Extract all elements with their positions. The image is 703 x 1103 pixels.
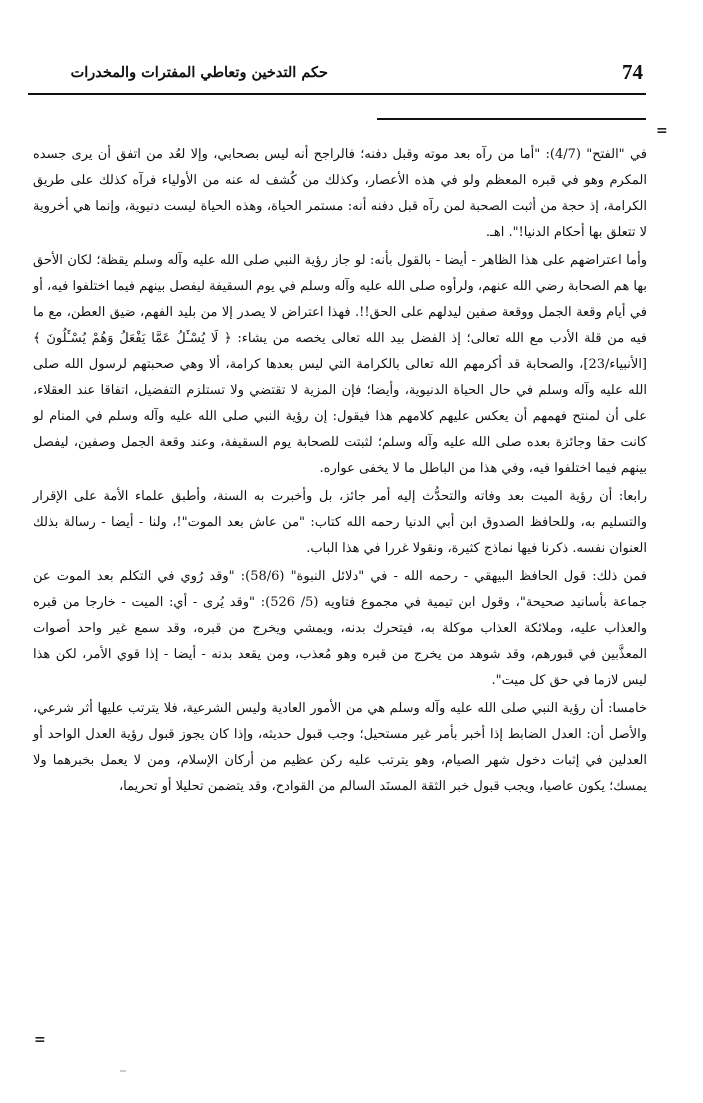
paragraph-fath-quote: في "الفتح" (4/7): "أما من رآه بعد موته وقبل دفنه؛ فالراجح أنه ليس بصحابي، وإلا لعُد من اتفق أن يرى جسده المكرم وهو في قبره المعظم ولو في هذه الأعصار، وكذلك من كُشف له عنه من الأولياء فرآه كذلك على طريق الكرامة، إذ حجة من أثبت الصحبة لمن رآه قبل دفنه أنه: مستمر الحياة، وهذه الحياة ليست دنيوية، وإنما هي أخروية لا تتعلق بها أحكام الدنيا!". اهـ.	[33, 147, 647, 240]
paragraph-fourth: رابعا: أن رؤية الميت بعد وفاته والتحدُّث إليه أمر جائز، بل وأخبرت به السنة، وأطبق علماء الأمة على الإقرار والتسليم به، وللحافظ الصدوق ابن أبي الدنيا رحمه الله كتاب: "من عاش بعد الموت"!، ولنا - أيضا - رسالة بذلك العنوان نفسه. ذكرنا فيها نماذج كثيرة، ونقولا غررا في هذا الباب.	[33, 489, 647, 556]
running-header-title: حكم التدخين وتعاطي المفترات والمخدرات	[70, 64, 328, 81]
continuation-mark-bottom: =	[34, 1032, 46, 1048]
continuation-mark-top: =	[656, 123, 668, 139]
paragraph-bayhaqi: فمن ذلك: قول الحافظ البيهقي - رحمه الله - في "دلائل النبوة" (58/6): "وقد رُوي في التكلم بعد الموت عن جماعة بأسانيد صحيحة"، وقول ابن تيمية في مجموع فتاويه (5/ 526): "وقد يُرى - أي: الميت - خارجا من قبره والعذاب عليه، وملائكة العذاب موكلة به، فيتحرك بدنه، ويمشي ويخرج من قبره، وقد سمع غير واحد أصوات المعذَّبين في قبورهم، وقد شوهد من يخرج من قبره وهو مُعذب، ومن يقعد بدنه - أيضا - إذا قوي الأمر، لكن هذا ليس لازما في حق كل ميت".	[33, 569, 648, 688]
paragraph-objection: وأما اعتراضهم على هذا الظاهر - أيضا - بالقول بأنه: لو جاز رؤية النبي صلى الله عليه وآله وسلم يقظة؛ لكان الأحق بها هم الصحابة رضي الله عنهم، ولرأوه صلى الله عليه وآله وسلم في يوم السقيفة ليفصل بينهم فيما اختلفوا فيه، أو في أيام وقعة الجمل ووقعة صفين ليدلهم على الحق!!. فهذا اعتراض لا يصدر إلا من بليد الفهم، ضيق العطن، مع ما فيه من قلة الأدب مع الله تعالى؛ إذ الفضل بيد الله تعالى يخصه من يشاء: ﴿ لَا يُسْـَٔلُ عَمَّا يَفْعَلُ وَهُمْ يُسْـَٔلُونَ ﴾ [الأنبياء/23]، والصحابة قد أكرمهم الله تعالى بالكرامة التي ليس بعدها كرامة، ألا وهي صحبتهم لرسول الله صلى الله عليه وآله وسلم في حال الحياة الدنيوية، وأيضا؛ فإن المزية لا تقتضي ولا تستلزم التفضيل، اتفاقا عند العقلاء، على أن لمنتح فهمهم أن يعكس عليهم كلامهم هذا فيقول: إن رؤية النبي صلى الله عليه وآله وسلم في المنام لو كانت حقا وجائزة بعده صلى الله عليه وآله وسلم؛ لثبتت للصحابة يوم السقيفة، وعند وقعة الجمل وصفين، ليفصل بينهم فيما اختلفوا فيه، وفي هذا من الباطل ما لا يخفى عواره.	[33, 253, 647, 476]
body-text	[33, 142, 647, 802]
scan-speck	[120, 1070, 126, 1072]
header-rule	[28, 93, 646, 95]
page-number: 74	[622, 60, 643, 84]
paragraph-fifth: خامسا: أن رؤية النبي صلى الله عليه وآله وسلم هي من الأمور العادية وليس الشرعية، فلا يترتب عليها أثر شرعي، والأصل أن: العدل الضابط إذا أخبر بأمر غير مستحيل؛ وجب قبول حديثه، وإذا كان يجوز قبول رؤية العدل الواحد أو العدلين في إثبات دخول شهر الصيام، وهو يترتب عليه ركن عظيم من أركان الإسلام، ومن لا يعمل بخبرهما ولا يمسك؛ يكون عاصيا، ويجب قبول خبر الثقة المسنَد السالم من القوادح، وقد يتضمن تحليلا أو تحريما،	[33, 701, 647, 794]
separator-rule	[377, 118, 646, 120]
